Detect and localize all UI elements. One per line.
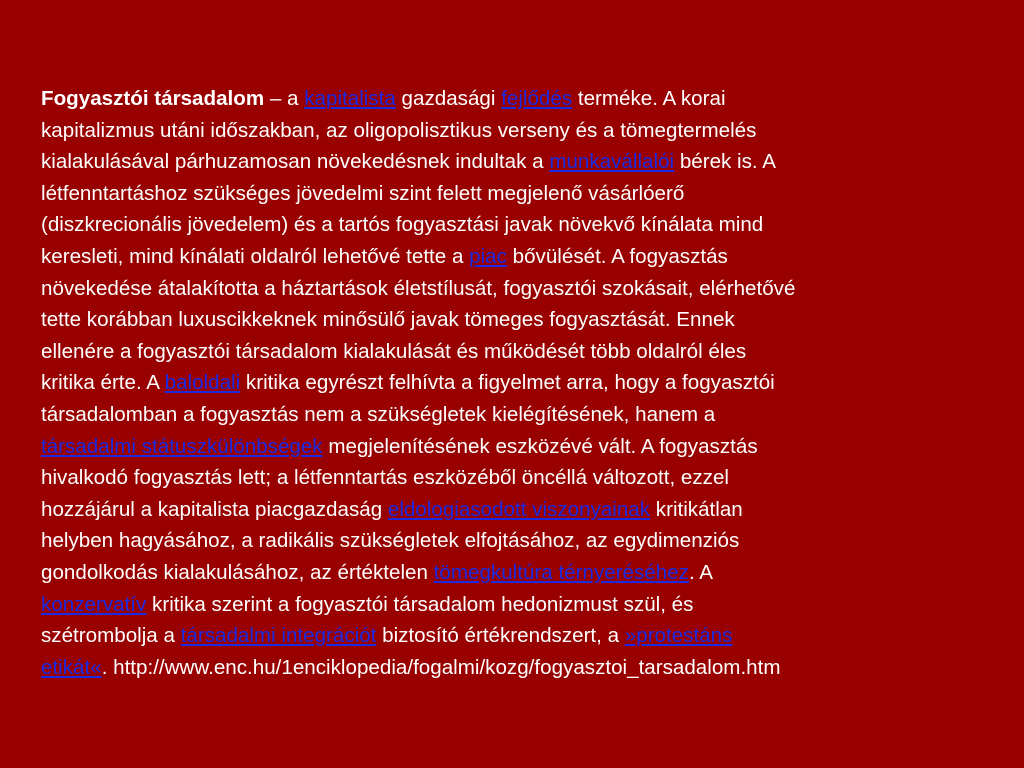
text-line bbox=[41, 209, 986, 241]
body-text: hozzájárul a kapitalista piacgazdaság bbox=[41, 497, 388, 521]
link-protestans-etikat-cont[interactable]: etikát« bbox=[41, 655, 102, 679]
link-kapitalista[interactable]: kapitalista bbox=[304, 87, 396, 110]
text-line bbox=[41, 494, 986, 526]
text-line bbox=[41, 115, 986, 147]
body-text: – a bbox=[264, 87, 305, 110]
link-tomegkultura-ternyeresehez[interactable]: tömegkultúra térnyeréséhez bbox=[433, 560, 689, 584]
text-line bbox=[41, 589, 986, 621]
body-text: ellenére a fogyasztói társadalom kialakulását és működését több oldalról éles bbox=[41, 339, 747, 363]
body-text: növekedése átalakította a háztartások életstílusát, fogyasztói szokásait, elérhetővé bbox=[41, 276, 796, 300]
text-line bbox=[41, 525, 986, 557]
body-text: hivalkodó fogyasztás lett; a létfenntartás eszközéből öncéllá változott, ezzel bbox=[41, 466, 729, 490]
body-text: helyben hagyásához, a radikális szükségletek elfojtásához, az egydimenziós bbox=[41, 529, 740, 553]
body-text: biztosító értékrendszert, a bbox=[376, 624, 625, 648]
text-line bbox=[41, 146, 986, 178]
link-tarsadalmi-integraciot[interactable]: társadalmi integrációt bbox=[180, 624, 377, 648]
body-text: . http://www.enc.hu/1enciklopedia/fogalmi/kozg/fogyasztoi_tarsadalom.htm bbox=[101, 655, 781, 679]
body-text: társadalomban a fogyasztás nem a szükségletek kielégítésének, hanem a bbox=[41, 402, 716, 426]
body-text: létfenntartáshoz szükséges jövedelmi szint felett megjelenő vásárlóerő bbox=[41, 181, 685, 205]
link-tarsadalmi-statuszkulonbsegek[interactable]: társadalmi státuszkülönbségek bbox=[41, 434, 323, 458]
body-text: keresleti, mind kínálati oldalról lehetővé tette a bbox=[41, 244, 470, 268]
body-text: kritikátlan bbox=[650, 497, 743, 521]
text-line bbox=[41, 83, 986, 115]
body-text: bővülését. A fogyasztás bbox=[506, 244, 728, 268]
text-line bbox=[41, 652, 986, 684]
text-line bbox=[41, 273, 986, 305]
text-line bbox=[41, 178, 986, 210]
body-text: gazdasági bbox=[395, 87, 502, 110]
body-text: (diszkrecionális jövedelem) és a tartós fogyasztási javak növekvő kínálata mind bbox=[41, 213, 764, 237]
link-baloldali[interactable]: baloldali bbox=[164, 371, 241, 395]
text-line bbox=[41, 241, 986, 273]
article-paragraph bbox=[41, 83, 986, 683]
body-text: megjelenítésének eszközévé vált. A fogyasztás bbox=[322, 434, 758, 458]
body-text: tette korábban luxuscikkeknek minősülő javak tömeges fogyasztását. Ennek bbox=[41, 308, 735, 332]
body-text: szétrombolja a bbox=[41, 624, 181, 648]
text-line bbox=[41, 620, 986, 652]
link-piac[interactable]: piac bbox=[469, 244, 507, 268]
body-text: . A bbox=[688, 560, 714, 584]
body-text: terméke. A korai bbox=[572, 87, 726, 110]
text-line bbox=[41, 462, 986, 494]
text-line bbox=[41, 431, 986, 463]
text-line bbox=[41, 399, 986, 431]
body-text: kritika érte. A bbox=[41, 371, 165, 395]
link-fejlodes[interactable]: fejlődés bbox=[501, 87, 573, 110]
link-konzervativ[interactable]: konzervatív bbox=[41, 592, 147, 616]
body-text: gondolkodás kialakulásához, az értéktelen bbox=[41, 560, 434, 584]
link-munkavallaloi[interactable]: munkavállalói bbox=[549, 150, 675, 174]
text-line bbox=[41, 304, 986, 336]
text-line bbox=[41, 367, 986, 399]
link-eldologiasodott-viszonyainak[interactable]: eldologiasodott viszonyainak bbox=[387, 497, 651, 521]
link-protestans-etikat[interactable]: »protestáns bbox=[624, 624, 733, 648]
body-text: kritika egyrészt felhívta a figyelmet arra, hogy a fogyasztói bbox=[240, 371, 775, 395]
text-line bbox=[41, 336, 986, 368]
body-text: kapitalizmus utáni időszakban, az oligopolisztikus verseny és a tömegtermelés bbox=[41, 118, 757, 142]
lead-term: Fogyasztói társadalom bbox=[41, 87, 265, 110]
body-text: kritika szerint a fogyasztói társadalom hedonizmust szül, és bbox=[146, 592, 694, 616]
text-line bbox=[41, 557, 986, 589]
body-text: bérek is. A bbox=[674, 150, 776, 174]
body-text: kialakulásával párhuzamosan növekedésnek indultak a bbox=[41, 150, 550, 174]
